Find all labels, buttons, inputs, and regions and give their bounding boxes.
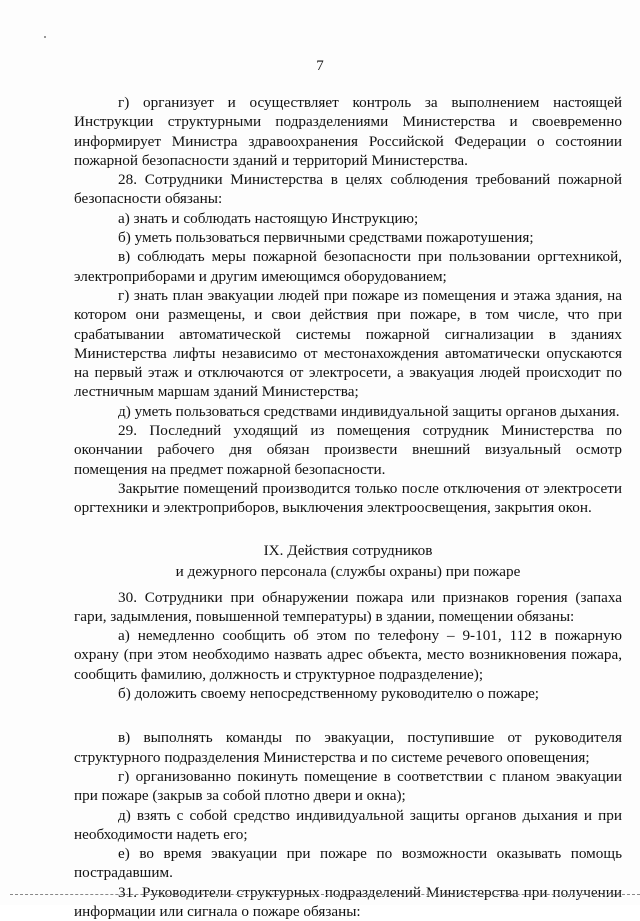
- paragraph-28: 28. Сотрудники Министерства в целях соблюдения требований пожарной безопасности обязаны:: [74, 171, 622, 208]
- spacer: [74, 518, 622, 540]
- document-body: [74, 93, 622, 921]
- paragraph-28g: г) знать план эвакуации людей при пожаре из помещения и этажа здания, на котором они размещены, и свои действия при пожаре, в том числе, что при срабатывании автоматической системы пожарной сигнализации в зданиях Министерства лифты независимо от местонахождения автоматически опускаются на первый этаж и отключаются от электросети, а эвакуация людей происходит по лестничным маршам зданий Министерства;: [74, 286, 622, 401]
- paragraph-30: 30. Сотрудники при обнаружении пожара или признаков горения (запаха гари, задымления, повышенной температуры) в здании, помещении обязаны:: [74, 588, 622, 625]
- paragraph-28a: а) знать и соблюдать настоящую Инструкцию;: [118, 209, 419, 227]
- paragraph-30b: б) доложить своему непосредственному руководителю о пожаре;: [118, 685, 540, 703]
- page-number: 7: [316, 58, 324, 74]
- paragraph-31: 31. Руководители структурных подразделений Министерства при получении информации или сигнала о пожаре обязаны:: [74, 883, 622, 920]
- page-bottom-edge: [10, 894, 640, 895]
- paragraph-28v: в) соблюдать меры пожарной безопасности при пользовании оргтехникой, электроприборами и другим имеющимся оборудованием;: [74, 248, 622, 285]
- paragraph-30g: г) организованно покинуть помещение в соответствии с планом эвакуации при пожаре (закрыв за собой плотно двери и окна);: [74, 767, 622, 805]
- spacer: [74, 703, 622, 728]
- paragraph-28b: б) уметь пользоваться первичными средствами пожаротушения;: [118, 229, 534, 247]
- scan-speck: [44, 36, 46, 38]
- section-heading-line1: IX. Действия сотрудников: [263, 541, 433, 559]
- paragraph-30v: в) выполнять команды по эвакуации, поступившие от руководителя структурного подразделения Министерства и по системе речевого оповещения;: [74, 729, 622, 766]
- paragraph-30d: д) взять с собой средство индивидуальной защиты органов дыхания и при необходимости надеть его;: [74, 806, 622, 843]
- paragraph-29-closing: Закрытие помещений производится только после отключения от электросети оргтехники и электроприборов, выключения электроосвещения, закрытия окон.: [74, 479, 622, 517]
- paragraph-30e: е) во время эвакуации при пожаре по возможности оказывать помощь пострадавшим.: [74, 845, 622, 882]
- paragraph-29: 29. Последний уходящий из помещения сотрудник Министерства по окончании рабочего дня обязан произвести внешний визуальный осмотр помещения на предмет пожарной безопасности.: [74, 422, 622, 478]
- paragraph-27g: г) организует и осуществляет контроль за выполнением настоящей Инструкции структурными подразделениями Министерства и своевременно информирует Министра здравоохранения Российской Федерации о состоянии пожарной безопасности зданий и территорий Министерства.: [74, 94, 622, 169]
- section-heading-line2: и дежурного персонала (службы охраны) при пожаре: [175, 562, 521, 580]
- paragraph-28d: д) уметь пользоваться средствами индивидуальной защиты органов дыхания.: [118, 402, 620, 420]
- paragraph-30a: а) немедленно сообщить об этом по телефону – 9-101, 112 в пожарную охрану (при этом необходимо назвать адрес объекта, место возникновения пожара, сообщить фамилию, должность и структурное подразделение);: [74, 627, 622, 683]
